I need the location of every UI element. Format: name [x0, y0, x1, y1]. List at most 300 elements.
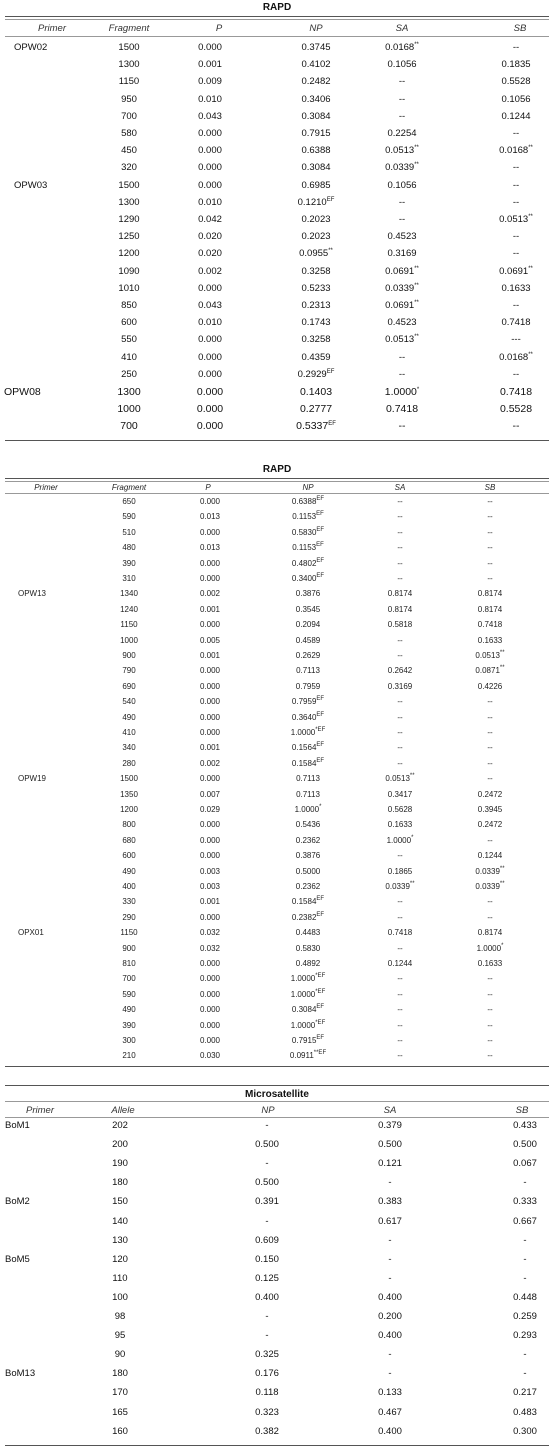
cell-fragment: 1500	[118, 179, 140, 191]
cell-sa: --	[397, 851, 403, 861]
cell-sa: --	[397, 497, 403, 506]
cell-p: 0.000	[196, 386, 224, 398]
cell-np: 0.2094	[295, 620, 321, 630]
cell-np: 0.3876	[295, 589, 321, 599]
cell-np: $0.5337^{EF}$	[296, 420, 336, 433]
cell-sa: 0.3169	[387, 681, 413, 691]
cell-sb: --	[487, 527, 493, 537]
column-header-primer: Primer	[38, 23, 66, 34]
cell-sb: 1.0000*	[476, 942, 504, 953]
cell-p: 0.000	[199, 959, 221, 968]
cell-np: 0.3258	[301, 334, 331, 346]
cell-np: $0.1584^{EF}$	[291, 757, 325, 768]
cell-np: 0.2023	[301, 231, 331, 243]
cell-fragment: 290	[122, 912, 136, 922]
table-bottom-rule	[5, 1066, 549, 1067]
cell-allele: 140	[112, 1215, 128, 1227]
primer-cell: OPX01	[18, 928, 44, 938]
cell-sb: 0.0339**	[475, 865, 505, 876]
cell-sb: --	[487, 697, 493, 707]
cell-sa: 0.0513**	[385, 145, 419, 157]
cell-fragment: 410	[122, 728, 136, 737]
cell-sb: -	[523, 1177, 527, 1189]
table-bottom-rule	[5, 440, 549, 441]
cell-sa: --	[398, 351, 406, 363]
cell-p: 0.043	[198, 300, 222, 311]
cell-sb: --	[487, 1005, 493, 1015]
cell-sa: 0.3417	[387, 789, 413, 799]
column-header-sa: SA	[383, 1105, 397, 1116]
cell-sb: 0.217	[513, 1387, 537, 1399]
cell-sb: --	[487, 558, 493, 568]
cell-fragment: 680	[122, 835, 136, 845]
cell-sb: 0.067	[513, 1158, 537, 1170]
cell-sb: -	[523, 1234, 527, 1246]
cell-sb: --	[512, 42, 520, 53]
cell-sa: --	[397, 897, 403, 907]
cell-allele: 150	[112, 1196, 128, 1208]
cell-sb: -	[523, 1253, 527, 1265]
cell-np: 0.400	[255, 1291, 279, 1303]
cell-fragment: 900	[122, 651, 136, 660]
cell-np: $0.1210^{EF}$	[297, 196, 335, 208]
cell-sa: --	[398, 93, 406, 105]
cell-np: 0.5233	[301, 282, 331, 294]
cell-fragment: 810	[122, 959, 136, 968]
cell-p: 0.000	[199, 728, 221, 737]
cell-sb: -	[523, 1368, 527, 1380]
cell-fragment: 600	[122, 851, 136, 861]
cell-fragment: 210	[122, 1051, 136, 1061]
cell-np: $0.6388^{EF}$	[291, 496, 325, 506]
cell-p: 0.000	[199, 989, 221, 999]
cell-fragment: 1000	[120, 635, 138, 645]
cell-p: 0.000	[199, 820, 221, 830]
cell-sa: 0.7418	[385, 403, 419, 416]
cell-sa: 0.5818	[387, 620, 413, 630]
cell-np: $0.0911^{**EF}$	[289, 1050, 327, 1061]
cell-fragment: 1150	[120, 620, 138, 630]
cell-p: 0.042	[198, 214, 222, 225]
cell-p: 0.000	[199, 620, 221, 630]
cell-fragment: 590	[122, 512, 136, 522]
cell-np: $1.0000^{*EF}$	[290, 1019, 326, 1030]
cell-sb: --	[487, 897, 493, 907]
cell-allele: 120	[112, 1253, 128, 1265]
cell-sa: 0.617	[378, 1215, 402, 1227]
cell-fragment: 390	[122, 1020, 136, 1030]
cell-fragment: 490	[122, 866, 136, 876]
cell-np: $0.1584^{EF}$	[291, 896, 325, 907]
table-title: RAPD	[262, 464, 292, 475]
cell-sa: 0.500	[378, 1139, 402, 1151]
cell-sb: --	[487, 974, 493, 984]
column-header-sb: SB	[484, 483, 496, 492]
cell-allele: 130	[112, 1234, 128, 1246]
cell-sa: -	[388, 1177, 392, 1189]
cell-np: 0.0955**	[299, 248, 333, 260]
rapd-table-2	[0, 462, 554, 1083]
cell-sa: --	[397, 743, 403, 753]
cell-p: 0.000	[198, 162, 222, 174]
cell-sa: -	[388, 1349, 392, 1361]
cell-p: 0.030	[199, 1051, 221, 1061]
cell-p: 0.000	[199, 974, 221, 984]
table-title: Microsatellite	[245, 1089, 309, 1100]
cell-sb: --	[487, 574, 493, 583]
cell-sa: 0.1056	[387, 179, 417, 191]
cell-np: 0.3406	[301, 93, 331, 105]
cell-sa: -	[388, 1234, 392, 1246]
cell-fragment: 1200	[118, 248, 140, 260]
cell-p: 0.000	[198, 145, 222, 157]
cell-np: 0.3545	[295, 604, 321, 614]
cell-fragment: 690	[122, 681, 136, 691]
cell-np: 0.2629	[295, 651, 321, 660]
cell-np: 0.4359	[301, 351, 331, 363]
cell-fragment: 600	[121, 317, 137, 329]
cell-sb: --	[487, 743, 493, 753]
cell-fragment: 310	[122, 574, 136, 583]
cell-np: $0.1153^{EF}$	[292, 511, 324, 522]
column-header-primer: Primer	[26, 1105, 54, 1116]
cell-sb: ---	[511, 334, 521, 346]
cell-fragment: 550	[121, 334, 137, 346]
header-bottom-rule	[5, 36, 549, 37]
cell-sa: 0.8174	[387, 589, 413, 599]
cell-allele: 170	[112, 1387, 128, 1399]
cell-fragment: 1300	[118, 59, 140, 71]
cell-sb: 0.1244	[501, 110, 531, 122]
cell-np: 0.7113	[296, 666, 320, 676]
table-bottom-rule	[5, 1445, 549, 1446]
cell-np: $1.0000^{*EF}$	[290, 973, 326, 984]
cell-np: 0.5830	[295, 943, 321, 953]
cell-fragment: 580	[121, 128, 137, 139]
cell-p: 0.000	[199, 912, 221, 922]
cell-sa: 0.379	[378, 1120, 402, 1131]
cell-sa: --	[398, 420, 406, 433]
cell-np: $0.7959^{EF}$	[291, 696, 325, 707]
cell-np: $0.7915^{EF}$	[291, 1035, 325, 1045]
cell-sb: --	[487, 1036, 493, 1045]
cell-np: -	[265, 1330, 269, 1342]
cell-sb: 0.1835	[501, 59, 531, 71]
cell-sb: --	[487, 835, 493, 845]
cell-fragment: 1340	[120, 589, 138, 599]
cell-p: 0.032	[199, 943, 221, 953]
cell-np: $0.3640^{EF}$	[291, 711, 325, 722]
cell-sa: 0.2642	[387, 666, 413, 676]
cell-p: 0.020	[198, 248, 222, 260]
cell-p: 0.000	[198, 351, 222, 363]
cell-sa: -	[388, 1253, 392, 1265]
cell-np: 0.1403	[299, 386, 333, 398]
cell-p: 0.000	[199, 574, 221, 583]
cell-np: 0.7959	[295, 681, 321, 691]
cell-np: $1.0000^{*EF}$	[290, 727, 326, 737]
cell-allele: 95	[114, 1330, 126, 1342]
cell-sb: --	[512, 368, 520, 380]
column-header-np: NP	[261, 1105, 275, 1116]
cell-sa: 0.121	[378, 1158, 402, 1170]
cell-np: 0.3876	[295, 851, 321, 861]
cell-sa: 0.383	[378, 1196, 402, 1208]
cell-sa: 0.1633	[387, 820, 413, 830]
primer-cell: BoM1	[5, 1120, 30, 1131]
cell-sb: 0.1633	[477, 959, 503, 968]
cell-fragment: 1150	[120, 928, 138, 938]
cell-fragment: 950	[121, 93, 137, 105]
cell-sb: --	[487, 774, 493, 784]
cell-allele: 100	[112, 1291, 128, 1303]
cell-np: 0.4102	[301, 59, 331, 71]
cell-p: 0.000	[198, 42, 222, 53]
cell-sb: 0.4226	[477, 681, 503, 691]
cell-sa: --	[397, 728, 403, 737]
cell-p: 0.002	[199, 758, 221, 768]
cell-np: 0.150	[255, 1253, 279, 1265]
cell-sa: 0.0339**	[385, 282, 419, 294]
cell-allele: 165	[112, 1406, 128, 1418]
cell-p: 0.001	[198, 59, 222, 71]
cell-sb: 0.0339**	[475, 881, 505, 891]
cell-np: $0.3084^{EF}$	[291, 1004, 325, 1015]
cell-fragment: 1250	[118, 231, 140, 243]
cell-sa: --	[397, 1036, 403, 1045]
cell-np: -	[265, 1215, 269, 1227]
cell-sb: 0.0871**	[475, 665, 505, 676]
cell-np: $0.3400^{EF}$	[291, 573, 325, 583]
cell-p: 0.000	[199, 851, 221, 861]
cell-p: 0.000	[199, 1036, 221, 1045]
cell-fragment: 1300	[118, 196, 140, 208]
cell-p: 0.010	[198, 317, 222, 329]
cell-allele: 90	[114, 1349, 126, 1361]
cell-sb: --	[487, 758, 493, 768]
cell-sa: 0.2254	[387, 128, 417, 139]
cell-np: 0.609	[255, 1234, 279, 1246]
cell-sb: -	[523, 1349, 527, 1361]
primer-cell: OPW13	[18, 589, 47, 599]
cell-sb: 0.7418	[501, 317, 531, 329]
cell-sa: 0.0339**	[385, 162, 419, 174]
cell-sb: 0.448	[513, 1291, 537, 1303]
cell-fragment: 700	[120, 420, 138, 433]
cell-p: 0.001	[199, 897, 221, 907]
cell-fragment: 510	[122, 527, 136, 537]
cell-np: 0.2362	[295, 882, 321, 891]
cell-np: 0.6985	[301, 179, 331, 191]
cell-sb: --	[487, 712, 493, 722]
cell-p: 0.000	[199, 666, 221, 676]
cell-fragment: 590	[122, 989, 136, 999]
cell-sb: 0.0168**	[499, 351, 533, 363]
cell-np: $0.5830^{EF}$	[291, 526, 325, 537]
cell-p: 0.013	[199, 543, 221, 553]
cell-fragment: 410	[121, 351, 137, 363]
cell-p: 0.013	[199, 512, 221, 522]
column-header-primer: Primer	[34, 483, 58, 492]
cell-p: 0.020	[198, 231, 222, 243]
cell-p: 0.000	[199, 1005, 221, 1015]
cell-sa: --	[398, 196, 406, 208]
cell-np: 0.5436	[295, 820, 321, 830]
cell-sa: 0.400	[378, 1425, 402, 1437]
cell-np: $0.1153^{EF}$	[292, 542, 324, 553]
cell-fragment: 300	[122, 1036, 136, 1045]
cell-np: 0.2777	[299, 403, 333, 416]
cell-sb: 0.1633	[501, 282, 531, 294]
header-top-rule	[5, 481, 549, 482]
cell-p: 0.003	[199, 866, 221, 876]
cell-sb: 0.1056	[501, 93, 531, 105]
cell-p: 0.000	[198, 128, 222, 139]
cell-np: 0.3084	[301, 162, 331, 174]
table-title: RAPD	[262, 2, 292, 13]
cell-np: -	[265, 1120, 269, 1131]
cell-sa: --	[397, 974, 403, 984]
cell-np: 0.7113	[296, 774, 320, 784]
column-header-p: P	[215, 23, 223, 34]
cell-p: 0.000	[196, 420, 224, 433]
cell-np: 0.391	[255, 1196, 279, 1208]
cell-sa: --	[397, 712, 403, 722]
cell-fragment: 1300	[117, 386, 141, 398]
cell-sa: 0.8174	[387, 604, 413, 614]
cell-sb: --	[512, 231, 520, 243]
column-header-sb: SB	[515, 1105, 529, 1116]
cell-sa: --	[397, 543, 403, 553]
cell-sb: --	[487, 1020, 493, 1030]
primer-cell: BoM13	[5, 1368, 36, 1380]
cell-sa: --	[397, 635, 403, 645]
cell-p: 0.043	[198, 110, 222, 122]
cell-sb: 0.1244	[477, 851, 503, 861]
column-header-p: P	[205, 483, 211, 492]
cell-sb: --	[487, 912, 493, 922]
cell-sb: 0.259	[513, 1311, 537, 1322]
cell-p: 0.007	[199, 789, 221, 799]
cell-p: 0.000	[199, 1020, 221, 1030]
cell-sb: 0.8174	[477, 589, 503, 599]
cell-sb: 0.500	[513, 1139, 537, 1151]
cell-sa: 0.1056	[387, 59, 417, 71]
cell-np: $0.2929^{EF}$	[297, 368, 335, 380]
cell-fragment: 490	[122, 712, 136, 722]
cell-sa: 0.400	[378, 1291, 402, 1303]
cell-np: 0.7113	[296, 789, 320, 799]
cell-sa: --	[397, 574, 403, 583]
cell-np: 0.1743	[301, 317, 331, 329]
cell-np: 0.4892	[295, 959, 321, 968]
cell-sb: 0.483	[513, 1406, 537, 1418]
primer-cell: BoM2	[5, 1196, 30, 1208]
cell-np: 0.5000	[295, 866, 321, 876]
cell-sb: --	[512, 162, 520, 174]
cell-fragment: 390	[122, 558, 136, 568]
cell-allele: 110	[112, 1272, 128, 1284]
cell-allele: 98	[114, 1311, 126, 1322]
cell-sa: 0.467	[378, 1406, 402, 1418]
cell-np: 0.4589	[295, 635, 321, 645]
cell-sa: 0.7418	[387, 928, 413, 938]
cell-sa: 1.0000*	[384, 386, 420, 398]
cell-fragment: 650	[122, 497, 136, 506]
table-top-rule	[5, 1085, 549, 1086]
cell-p: 0.000	[198, 179, 222, 191]
column-header-sb: SB	[513, 23, 527, 34]
cell-p: 0.010	[198, 93, 222, 105]
cell-sb: 0.333	[513, 1196, 537, 1208]
cell-sa: --	[398, 214, 406, 225]
cell-p: 0.000	[199, 712, 221, 722]
cell-p: 0.000	[196, 403, 224, 416]
cell-sa: --	[397, 989, 403, 999]
cell-p: 0.005	[199, 635, 221, 645]
cell-sa: 0.0513**	[385, 773, 415, 784]
cell-sb: --	[487, 497, 493, 506]
cell-sa: -	[388, 1272, 392, 1284]
cell-sa: --	[397, 758, 403, 768]
header-top-rule	[5, 1101, 549, 1102]
cell-np: $0.1564^{EF}$	[291, 742, 325, 753]
cell-sb: --	[512, 420, 520, 433]
cell-sb: 0.7418	[477, 620, 503, 630]
cell-sb: --	[487, 989, 493, 999]
cell-sa: --	[397, 1020, 403, 1030]
cell-fragment: 330	[122, 897, 136, 907]
column-header-sa: SA	[394, 483, 406, 492]
cell-sa: 0.0691**	[385, 300, 419, 311]
cell-sb: --	[512, 196, 520, 208]
cell-fragment: 1240	[120, 604, 138, 614]
cell-sb: --	[512, 128, 520, 139]
cell-allele: 180	[112, 1368, 128, 1380]
cell-np: $0.2382^{EF}$	[291, 911, 325, 922]
cell-sa: 0.0691**	[385, 265, 419, 277]
cell-p: 0.000	[199, 697, 221, 707]
cell-p: 0.000	[198, 282, 222, 294]
cell-sa: 0.0513**	[385, 334, 419, 346]
cell-sa: --	[397, 527, 403, 537]
cell-fragment: 800	[122, 820, 136, 830]
cell-allele: 202	[112, 1120, 128, 1131]
cell-sa: 1.0000*	[386, 834, 414, 845]
cell-sb: --	[512, 179, 520, 191]
cell-p: 0.029	[199, 805, 221, 814]
cell-sb: 0.300	[513, 1425, 537, 1437]
cell-sa: 0.4523	[387, 231, 417, 243]
cell-fragment: 480	[122, 543, 136, 553]
cell-p: 0.003	[199, 882, 221, 891]
cell-np: 0.118	[255, 1387, 279, 1399]
column-header-np: NP	[309, 23, 323, 34]
cell-np: 0.325	[255, 1349, 279, 1361]
cell-p: 0.000	[199, 681, 221, 691]
cell-p: 0.000	[199, 558, 221, 568]
cell-sb: 0.5528	[499, 403, 533, 416]
cell-sb: --	[487, 512, 493, 522]
header-bottom-rule	[5, 1117, 549, 1118]
rapd-table-1	[0, 0, 554, 433]
cell-fragment: 1350	[120, 789, 138, 799]
microsatellite-table	[0, 1085, 554, 1453]
cell-p: 0.001	[199, 743, 221, 753]
cell-sa: --	[398, 110, 406, 122]
cell-fragment: 1200	[120, 805, 138, 814]
cell-fragment: 900	[122, 943, 136, 953]
